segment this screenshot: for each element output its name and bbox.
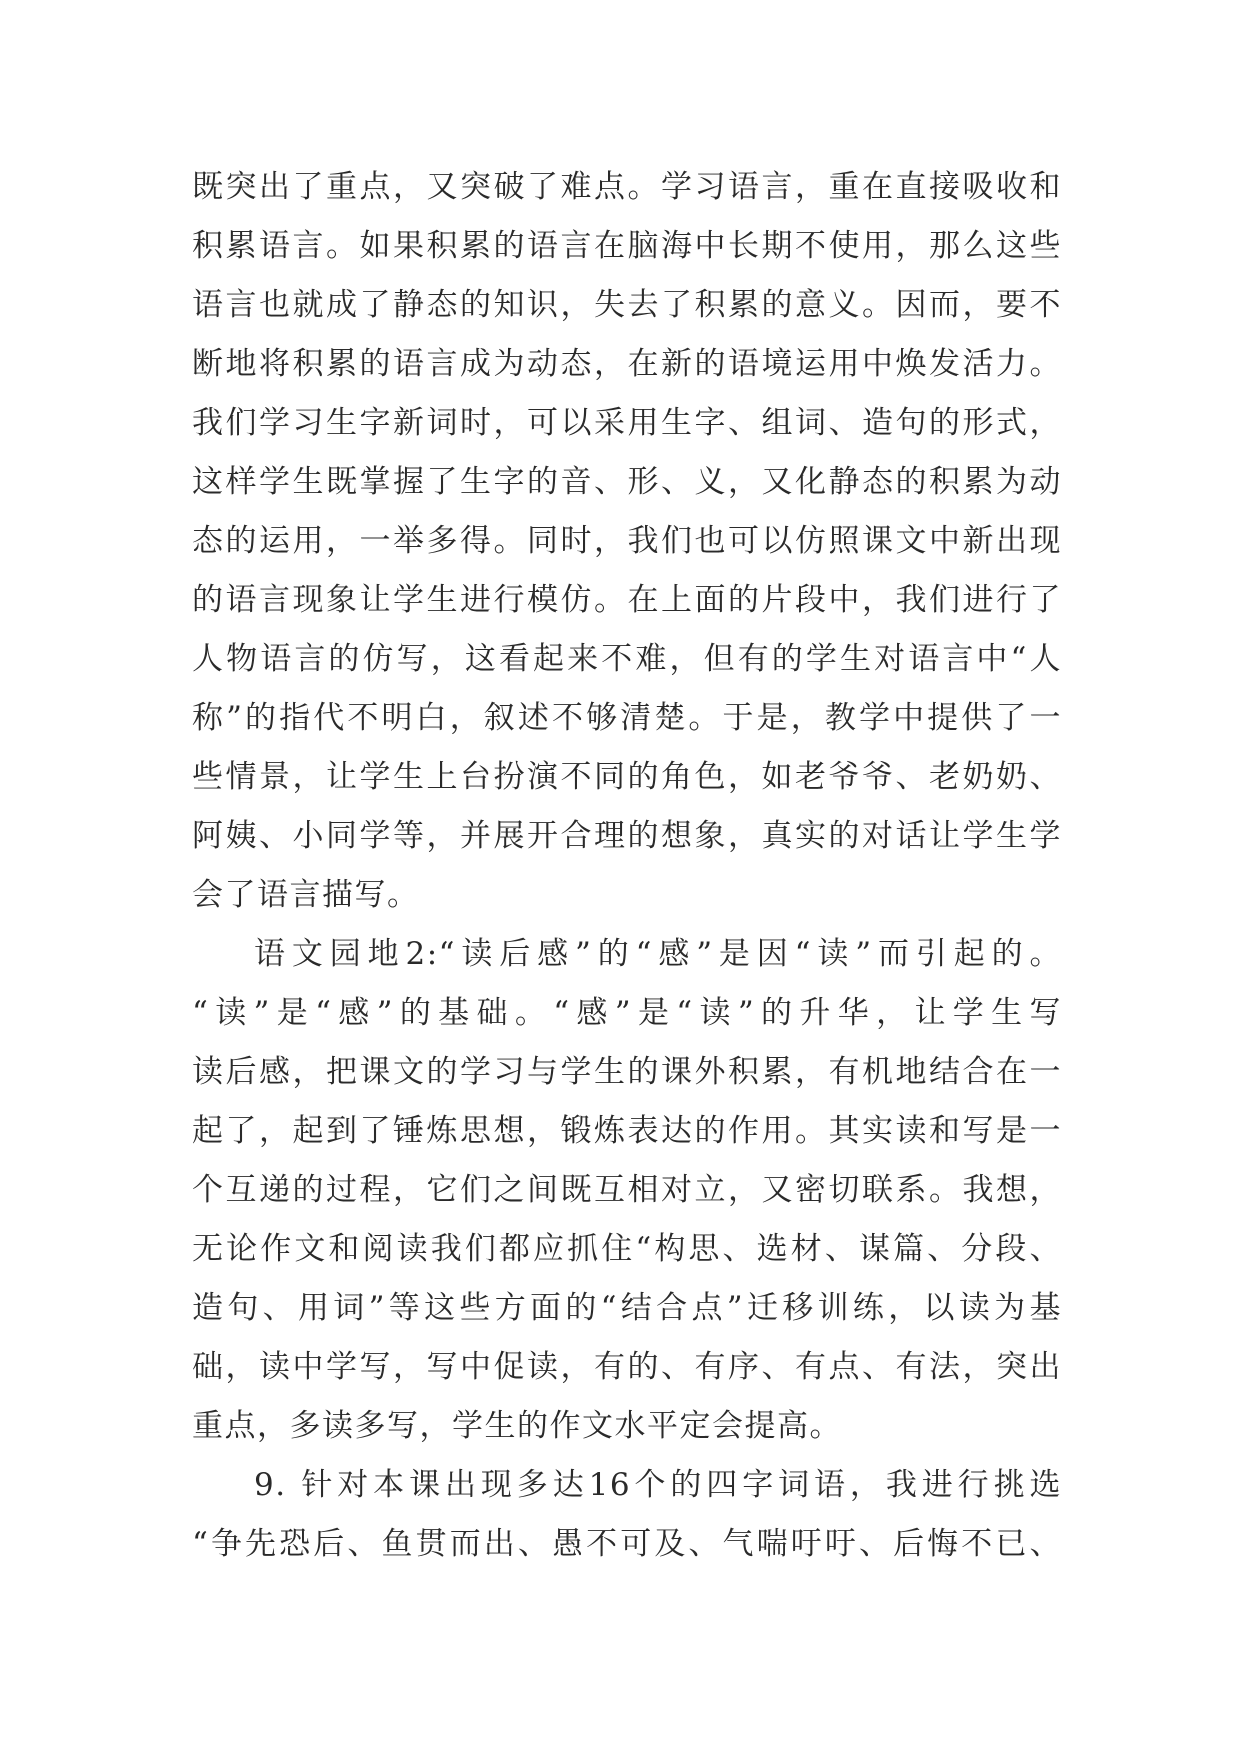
text-line: 阿姨、小同学等，并展开合理的想象，真实的对话让学生学 xyxy=(192,818,1062,854)
text-line: 既突出了重点，又突破了难点。学习语言，重在直接吸收和 xyxy=(192,169,1062,205)
body-text xyxy=(192,158,1062,1574)
text-line: 断地将积累的语言成为动态，在新的语境运用中焕发活力。 xyxy=(192,346,1062,382)
text-line: 重点，多读多写，学生的作文水平定会提高。 xyxy=(192,1408,842,1444)
text-line: 些情景，让学生上台扮演不同的角色，如老爷爷、老奶奶、 xyxy=(192,759,1062,795)
text-line: 的语言现象让学生进行模仿。在上面的片段中，我们进行了 xyxy=(192,582,1062,618)
text-line: 人物语言的仿写，这看起来不难，但有的学生对语言中“人 xyxy=(192,641,1062,677)
text-line: 语言也就成了静态的知识，失去了积累的意义。因而，要不 xyxy=(192,287,1062,323)
text-line: “争先恐后、鱼贯而出、愚不可及、气喘吁吁、后悔不已、 xyxy=(192,1526,1062,1562)
text-line: 起了，起到了锤炼思想，锻炼表达的作用。其实读和写是一 xyxy=(192,1113,1062,1149)
paragraph-start-line: 语文园地2:“读后感”的“感”是因“读”而引起的。 xyxy=(254,936,1062,972)
paragraph-start-line: 9. 针对本课出现多达16个的四字词语，我进行挑选 xyxy=(254,1467,1062,1503)
text-line: 这样学生既掌握了生字的音、形、义，又化静态的积累为动 xyxy=(192,464,1062,500)
text-line: 础，读中学写，写中促读，有的、有序、有点、有法，突出 xyxy=(192,1349,1062,1385)
text-line: 称”的指代不明白，叙述不够清楚。于是，教学中提供了一 xyxy=(192,700,1062,736)
text-line: 会了语言描写。 xyxy=(192,877,420,913)
text-line: 态的运用，一举多得。同时，我们也可以仿照课文中新出现 xyxy=(192,523,1062,559)
text-line: 我们学习生字新词时，可以采用生字、组词、造句的形式， xyxy=(192,405,1062,441)
text-line: 造句、用词”等这些方面的“结合点”迁移训练，以读为基 xyxy=(192,1290,1062,1326)
text-line: 个互递的过程，它们之间既互相对立，又密切联系。我想， xyxy=(192,1172,1062,1208)
text-line: 无论作文和阅读我们都应抓住“构思、选材、谋篇、分段、 xyxy=(192,1231,1062,1267)
text-line: “读”是“感”的基础。“感”是“读”的升华，让学生写 xyxy=(192,995,1062,1031)
text-line: 读后感，把课文的学习与学生的课外积累，有机地结合在一 xyxy=(192,1054,1062,1090)
text-line: 积累语言。如果积累的语言在脑海中长期不使用，那么这些 xyxy=(192,228,1062,264)
